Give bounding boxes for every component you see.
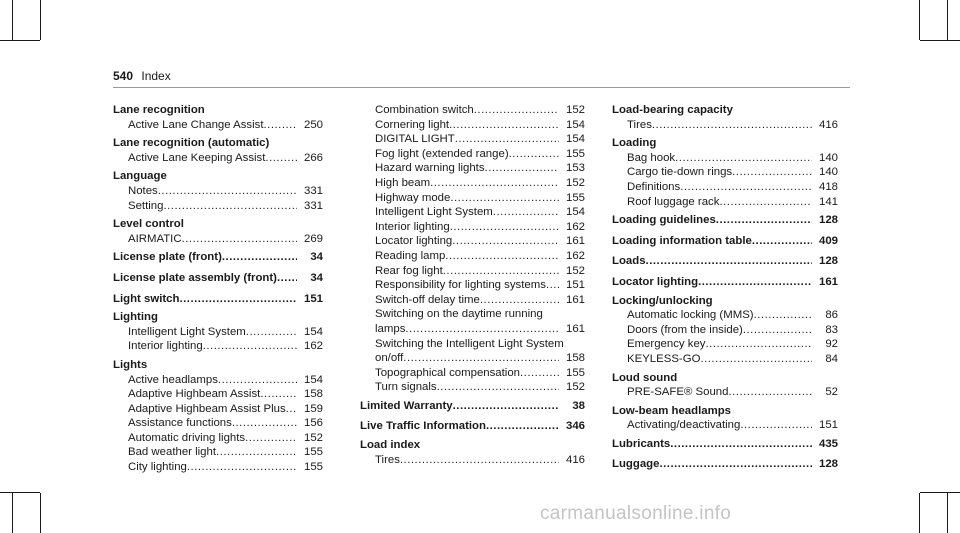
- index-heading-entry: [612, 213, 838, 228]
- page-ref: 416: [565, 453, 585, 466]
- dot-leader: [754, 308, 812, 323]
- index-heading: Lane recognition: [113, 104, 205, 116]
- page-ref: 154: [565, 133, 585, 146]
- index-subentry: [360, 249, 585, 264]
- entry-text: Setting: [128, 199, 164, 212]
- index-subentry: [360, 103, 585, 118]
- index-subentry: [113, 199, 323, 214]
- entry-text: DIGITAL LIGHT: [375, 133, 455, 146]
- page-header: [113, 69, 171, 83]
- index-subentry: [113, 445, 323, 460]
- entry-text: Intelligent Light System: [128, 325, 246, 338]
- entry-text: License plate (front): [113, 251, 222, 264]
- entry-text: AIRMATIC: [128, 232, 182, 245]
- dot-leader: [743, 323, 812, 338]
- index-subentry: [360, 322, 585, 337]
- entry-text: Roof luggage rack: [627, 195, 720, 208]
- dot-leader: [158, 184, 297, 199]
- page-ref: 162: [565, 249, 585, 262]
- entry-text: High beam: [375, 176, 431, 189]
- index-subentry: [612, 118, 838, 133]
- index-subentry-line: Switching on the daytime running: [375, 308, 543, 321]
- dot-leader: [445, 249, 559, 264]
- index-subentry: [360, 293, 585, 308]
- entry-text: Intelligent Light System: [375, 206, 493, 219]
- entry-text: Hazard warning lights: [375, 162, 485, 175]
- entry-text: Limited Warranty: [360, 399, 453, 412]
- index-subentry: [360, 176, 585, 191]
- index-subentry: [612, 180, 838, 195]
- page-ref: 151: [565, 279, 585, 292]
- dot-leader: [163, 199, 297, 214]
- index-subentry: [612, 352, 838, 367]
- index-heading-entry: [612, 254, 838, 269]
- entry-text: KEYLESS-GO: [627, 352, 701, 365]
- page-ref: 159: [303, 402, 323, 415]
- dot-leader: [260, 387, 297, 402]
- index-subentry: [360, 220, 585, 235]
- page-ref: 154: [565, 118, 585, 131]
- dot-leader: [546, 278, 559, 293]
- entry-text: Loading information table: [612, 234, 752, 247]
- dot-leader: [652, 118, 812, 133]
- dot-leader: [187, 460, 297, 475]
- page-ref: 128: [818, 458, 838, 471]
- dot-leader: [706, 337, 813, 352]
- entry-text: Turn signals: [375, 381, 437, 394]
- entry-text: Automatic driving lights: [128, 431, 246, 444]
- page-ref: 151: [818, 419, 838, 432]
- index-column-1: [113, 103, 323, 475]
- page-ref: 83: [825, 323, 838, 336]
- entry-text: Assistance functions: [128, 417, 232, 430]
- dot-leader: [430, 176, 559, 191]
- dot-leader: [443, 264, 559, 279]
- crop-mark: [0, 40, 40, 41]
- index-subentry: [113, 184, 323, 199]
- dot-leader: [216, 445, 297, 460]
- entry-text: Light switch: [113, 292, 180, 305]
- page-ref: 418: [818, 180, 838, 193]
- dot-leader: [232, 416, 297, 431]
- dot-leader: [449, 118, 559, 133]
- page-ref: 155: [565, 366, 585, 379]
- index-heading: Load index: [360, 439, 421, 452]
- page-ref: 162: [565, 220, 585, 233]
- entry-text: Rear fog light: [375, 264, 443, 277]
- page-ref: 38: [572, 399, 585, 412]
- crop-mark: [919, 0, 920, 40]
- index-heading-entry: [113, 292, 323, 307]
- page-ref: 161: [818, 275, 838, 288]
- page-ref: 52: [825, 386, 838, 399]
- index-subentry: [612, 195, 838, 210]
- dot-leader: [265, 151, 297, 166]
- crop-mark: [919, 493, 920, 533]
- index-subentry: [113, 416, 323, 431]
- dot-leader: [245, 431, 297, 446]
- dot-leader: [716, 213, 812, 228]
- entry-text: Luggage: [612, 458, 660, 471]
- entry-text: Tires: [627, 118, 652, 131]
- page-ref: 346: [565, 420, 585, 433]
- page-ref: 86: [825, 309, 838, 322]
- index-subentry: [360, 278, 585, 293]
- index-subentry: [113, 118, 323, 133]
- crop-mark: [947, 493, 948, 533]
- index-subentry: [612, 323, 838, 338]
- entry-text: Live Traffic Information: [360, 420, 486, 433]
- page-ref: 140: [818, 166, 838, 179]
- dot-leader: [698, 275, 812, 290]
- index-heading-entry: [360, 419, 585, 434]
- dot-leader: [452, 234, 559, 249]
- entry-text: Doors (from the inside): [627, 323, 743, 336]
- page-ref: 435: [818, 437, 838, 450]
- index-heading: Lighting: [113, 311, 158, 324]
- dot-leader: [222, 250, 297, 265]
- entry-text: Emergency key: [627, 338, 706, 351]
- index-column-3: [612, 103, 838, 472]
- page-ref: 158: [303, 388, 323, 401]
- entry-text: Active Lane Change Assist: [128, 118, 264, 131]
- page-ref: 152: [565, 264, 585, 277]
- page-ref: 92: [825, 338, 838, 351]
- crop-mark: [12, 0, 13, 40]
- page-ref: 161: [565, 322, 585, 335]
- index-subentry: [113, 460, 323, 475]
- dot-leader: [400, 453, 559, 468]
- entry-text: Locator lighting: [612, 275, 699, 288]
- entry-text: Bag hook: [627, 151, 676, 164]
- dot-leader: [680, 180, 812, 195]
- index-heading: Lane recognition (automatic): [113, 137, 270, 150]
- dot-leader: [453, 399, 559, 414]
- crop-mark: [920, 492, 960, 493]
- page-ref: 153: [565, 162, 585, 175]
- index-subentry: [360, 147, 585, 162]
- header-divider: [113, 87, 850, 88]
- entry-text: License plate assembly (front): [113, 271, 277, 284]
- entry-text: Interior lighting: [128, 340, 203, 353]
- dot-leader: [182, 232, 297, 247]
- index-heading-entry: [612, 457, 838, 472]
- page-ref: 155: [565, 147, 585, 160]
- index-heading: Low-beam headlamps: [612, 404, 731, 417]
- index-heading: Language: [113, 170, 167, 183]
- index-heading: Locking/unlocking: [612, 294, 713, 307]
- entry-text: Cornering light: [375, 118, 450, 131]
- dot-leader: [485, 161, 559, 176]
- page-ref: 128: [818, 214, 838, 227]
- crop-mark: [0, 492, 40, 493]
- dot-leader: [670, 437, 812, 452]
- dot-leader: [437, 380, 559, 395]
- dot-leader: [520, 366, 559, 381]
- index-subentry: [612, 165, 838, 180]
- index-subentry: [360, 205, 585, 220]
- page-ref: 269: [303, 232, 323, 245]
- entry-text: Loading guidelines: [612, 214, 716, 227]
- crop-mark: [920, 40, 960, 41]
- entry-text: on/off: [375, 352, 404, 365]
- entry-text: Cargo tie-down rings: [627, 166, 733, 179]
- dot-leader: [450, 220, 559, 235]
- page-ref: 161: [565, 235, 585, 248]
- index-column-2: [360, 103, 585, 467]
- entry-text: Adaptive Highbeam Assist: [128, 388, 261, 401]
- index-heading-entry: [612, 437, 838, 452]
- page-ref: 154: [303, 325, 323, 338]
- index-subentry: [360, 366, 585, 381]
- index-subentry: [612, 151, 838, 166]
- entry-text: Interior lighting: [375, 220, 450, 233]
- page-ref: 152: [565, 381, 585, 394]
- entry-text: Locator lighting: [375, 235, 453, 248]
- index-subentry: [360, 380, 585, 395]
- index-heading: Load-bearing capacity: [612, 104, 733, 116]
- index-heading: Loading: [612, 137, 657, 150]
- entry-text: Lubricants: [612, 437, 671, 450]
- page-ref: 128: [818, 255, 838, 268]
- entry-text: Activating/deactivating: [627, 419, 741, 432]
- page-ref: 331: [303, 184, 323, 197]
- page-ref: 158: [565, 352, 585, 365]
- page-ref: 161: [565, 293, 585, 306]
- dot-leader: [455, 132, 559, 147]
- entry-text: Loads: [612, 255, 646, 268]
- index-heading-entry: [612, 275, 838, 290]
- dot-leader: [752, 234, 812, 249]
- page-ref: 34: [310, 251, 323, 264]
- index-subentry-line: Switching the Intelligent Light System: [375, 337, 564, 350]
- dot-leader: [277, 271, 297, 286]
- dot-leader: [740, 418, 812, 433]
- dot-leader: [646, 254, 812, 269]
- dot-leader: [480, 293, 559, 308]
- index-heading: Loud sound: [612, 371, 678, 384]
- dot-leader: [203, 339, 297, 354]
- index-subentry: [113, 387, 323, 402]
- page-ref: 140: [818, 151, 838, 164]
- entry-text: Active headlamps: [128, 373, 218, 386]
- entry-text: Reading lamp: [375, 249, 446, 262]
- index-subentry: [612, 308, 838, 323]
- index-subentry: [360, 351, 585, 366]
- dot-leader: [675, 151, 812, 166]
- dot-leader: [486, 419, 559, 434]
- index-subentry: [113, 373, 323, 388]
- index-subentry: [113, 339, 323, 354]
- entry-text: Fog light (extended range): [375, 147, 509, 160]
- index-subentry: [612, 418, 838, 433]
- dot-leader: [493, 205, 559, 220]
- index-heading-entry: [113, 250, 323, 265]
- page-ref: 155: [565, 191, 585, 204]
- page-ref: 34: [310, 271, 323, 284]
- index-subentry: [360, 264, 585, 279]
- dot-leader: [719, 195, 812, 210]
- index-subentry: [113, 431, 323, 446]
- crop-mark: [12, 493, 13, 533]
- index-subentry: [360, 161, 585, 176]
- entry-text: PRE-SAFE® Sound: [627, 386, 729, 399]
- entry-text: Tires: [375, 453, 400, 466]
- page-ref: 155: [303, 461, 323, 474]
- entry-text: Highway mode: [375, 191, 451, 204]
- dot-leader: [659, 457, 812, 472]
- index-heading: Level control: [113, 218, 184, 231]
- dot-leader: [450, 191, 559, 206]
- entry-text: lamps: [375, 322, 406, 335]
- index-subentry: [113, 325, 323, 340]
- entry-text: Adaptive Highbeam Assist Plus: [128, 402, 286, 415]
- page-ref: 152: [565, 104, 585, 116]
- entry-text: City lighting: [128, 461, 187, 474]
- entry-text: Automatic locking (MMS): [627, 309, 754, 322]
- page-number: 540: [113, 69, 134, 83]
- index-subentry: [360, 191, 585, 206]
- index-subentry: [113, 402, 323, 417]
- dot-leader: [728, 385, 812, 400]
- page-ref: 156: [303, 417, 323, 430]
- dot-leader: [700, 352, 812, 367]
- page-ref: 155: [303, 446, 323, 459]
- entry-text: Bad weather light: [128, 446, 217, 459]
- page-ref: 162: [303, 340, 323, 353]
- index-heading: Lights: [113, 358, 148, 371]
- crop-mark: [40, 493, 41, 533]
- crop-mark: [40, 0, 41, 40]
- crop-mark: [947, 0, 948, 40]
- entry-text: Switch-off delay time: [375, 293, 480, 306]
- dot-leader: [732, 165, 812, 180]
- index-subentry: [113, 232, 323, 247]
- page-ref: 152: [565, 176, 585, 189]
- page-ref: 409: [818, 234, 838, 247]
- dot-leader: [218, 373, 297, 388]
- index-subentry: [360, 234, 585, 249]
- page-ref: 416: [818, 118, 838, 131]
- page-ref: 154: [565, 206, 585, 219]
- index-subentry: [360, 132, 585, 147]
- index-subentry: [612, 385, 838, 400]
- entry-text: Topographical compensation: [375, 366, 521, 379]
- index-heading-entry: [113, 271, 323, 286]
- index-heading-entry: [360, 399, 585, 414]
- page-ref: 266: [303, 151, 323, 164]
- page-title: Index: [141, 69, 171, 83]
- dot-leader: [509, 147, 559, 162]
- page-ref: 250: [303, 118, 323, 131]
- page-ref: 151: [303, 292, 323, 305]
- entry-text: Combination switch: [375, 104, 474, 116]
- page-ref: 154: [303, 373, 323, 386]
- entry-text: Notes: [128, 184, 158, 197]
- dot-leader: [286, 402, 297, 417]
- entry-text: Responsibility for lighting systems: [375, 279, 546, 292]
- index-subentry: [360, 453, 585, 468]
- dot-leader: [405, 322, 559, 337]
- dot-leader: [179, 292, 297, 307]
- page-ref: 141: [818, 195, 838, 208]
- index-subentry: [612, 337, 838, 352]
- page-ref: 84: [825, 352, 838, 365]
- index-subentry: [113, 151, 323, 166]
- watermark: carmanualsonline.info: [540, 503, 732, 524]
- dot-leader: [264, 118, 297, 133]
- index-heading-entry: [612, 234, 838, 249]
- index-subentry: [360, 118, 585, 133]
- entry-text: Active Lane Keeping Assist: [128, 151, 266, 164]
- dot-leader: [403, 351, 559, 366]
- dot-leader: [474, 103, 559, 118]
- dot-leader: [246, 325, 297, 340]
- page-ref: 331: [303, 199, 323, 212]
- page-ref: 152: [303, 431, 323, 444]
- entry-text: Definitions: [627, 180, 681, 193]
